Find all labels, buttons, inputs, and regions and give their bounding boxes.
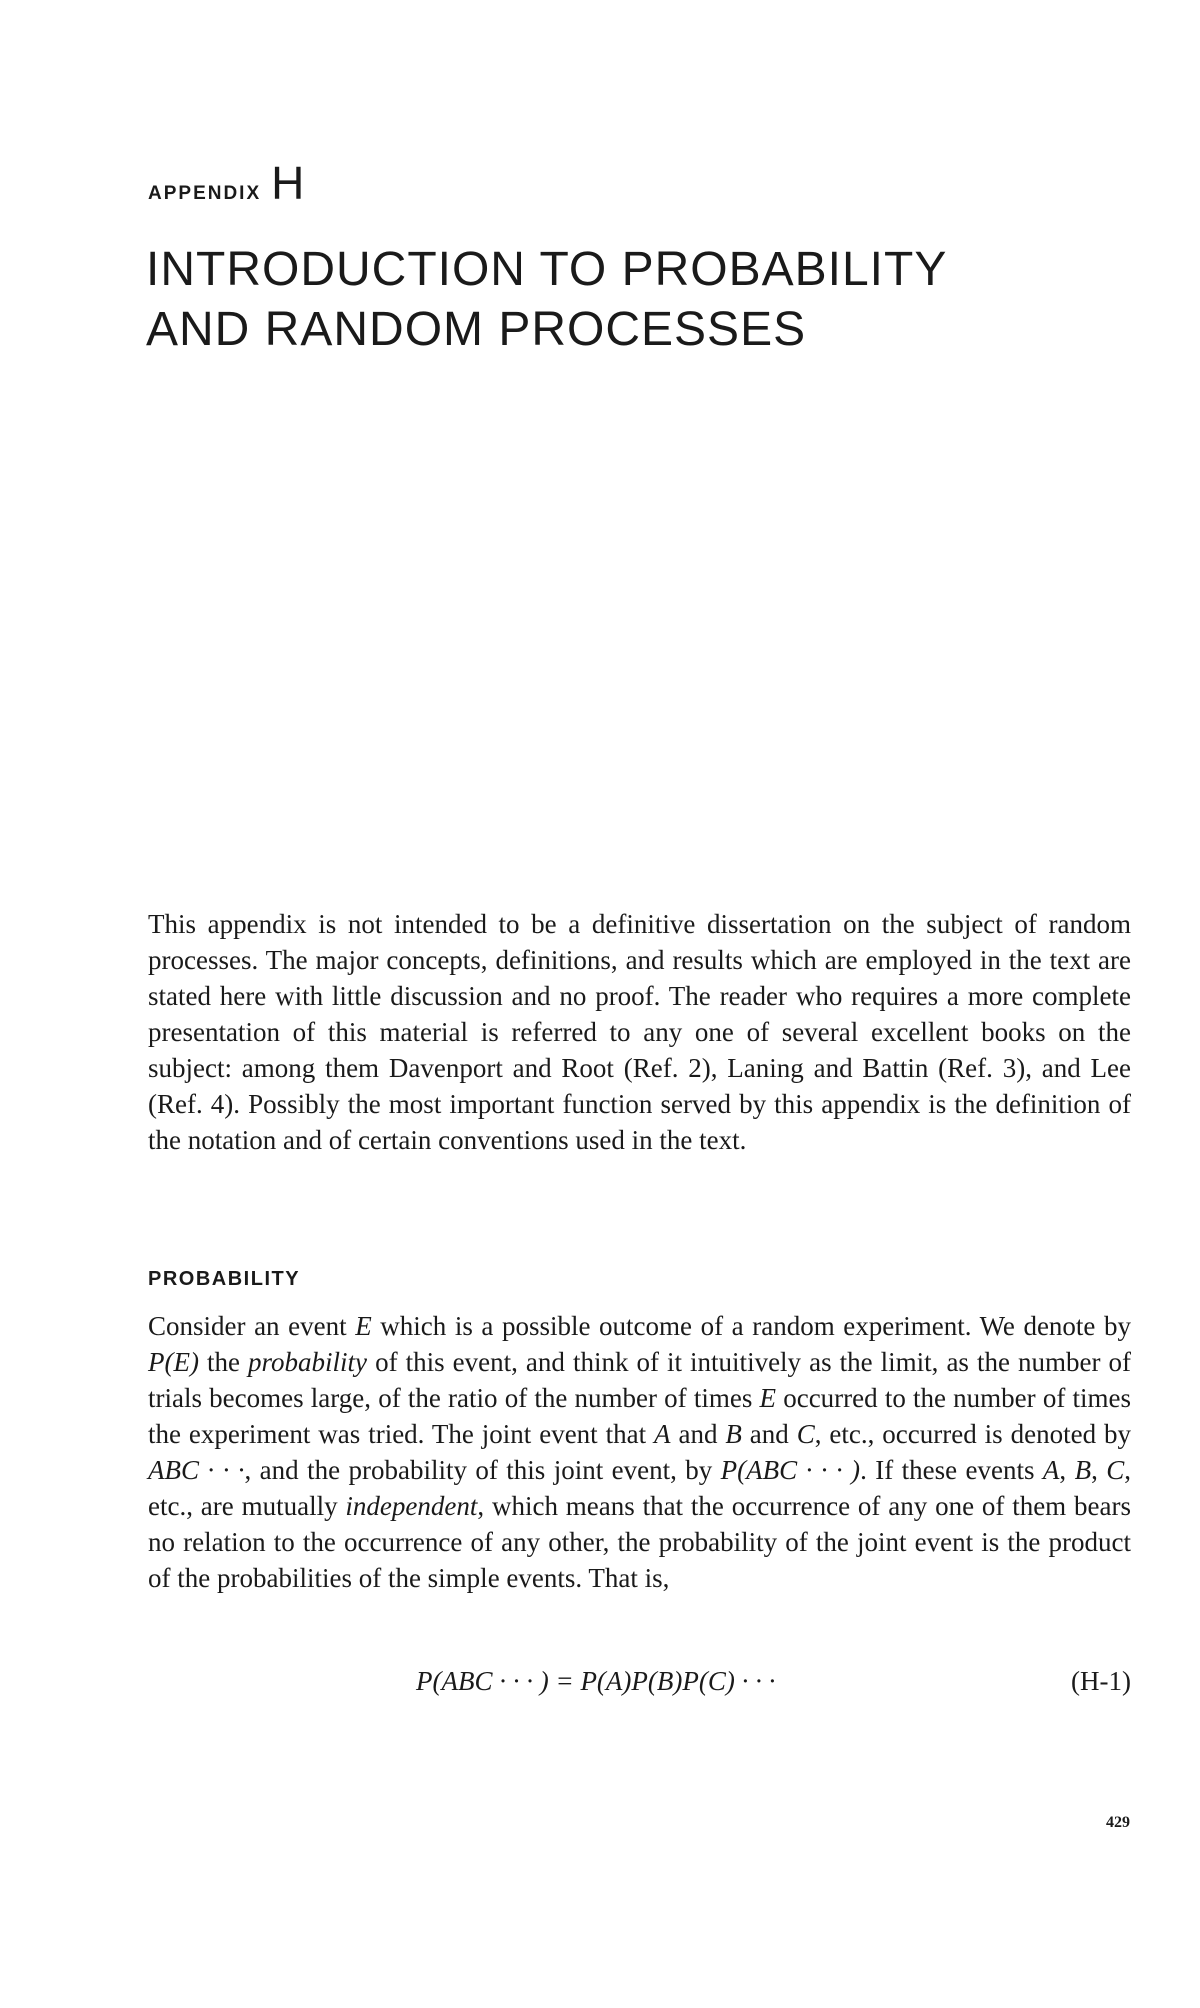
math-symbol: P(E) (148, 1347, 199, 1377)
text-run: , (1091, 1455, 1107, 1485)
page-number: 429 (1106, 1814, 1130, 1831)
text-run: . If these events (860, 1455, 1043, 1485)
text-run: which is a possible outcome of a random experiment. We denote by (371, 1311, 1131, 1341)
text-run: Consider an event (148, 1311, 356, 1341)
equation-expression: P(ABC · · · ) = P(A)P(B)P(C) · · · (416, 1666, 776, 1696)
section-heading-probability: PROBABILITY (148, 1268, 301, 1290)
appendix-label (148, 157, 305, 209)
equation-h1 (148, 1666, 1131, 1706)
math-symbol: B (1074, 1455, 1092, 1485)
text-run: occurred to the number of times the experiment was tried. The joint event that (148, 1383, 1131, 1449)
math-symbol: C (1106, 1455, 1125, 1485)
math-symbol: E (355, 1311, 372, 1341)
text-run: of this event, and think of it intuitively as the limit, as the number of trials becomes large, of the ratio of the number of times (148, 1347, 1131, 1413)
emphasis-term: probability (248, 1347, 368, 1377)
math-symbol: A (1042, 1455, 1060, 1485)
math-symbol: B (725, 1419, 742, 1449)
math-symbol: P(ABC · · · ) (720, 1455, 861, 1485)
chapter-title-line-2: AND RANDOM PROCESSES (146, 303, 807, 356)
emphasis-term: independent (345, 1491, 478, 1521)
intro-paragraph: This appendix is not intended to be a definitive dissertation on the subject of random processes. The major concepts, definitions, and results which are employed in the text are stated here with little discussion and no proof. The reader who requires a more complete presentation of this material is referred to any one of several excellent books on the subject: among them Davenport and Root (Ref. 2), Laning and Battin (Ref. 3), and Lee (Ref. 4). Possibly the most important function served by this appendix is the definition of the notation and of certain conventions used in the text. (148, 909, 1131, 1155)
text-run: , etc., are mutually (148, 1455, 1132, 1521)
text-run: , and the probability of this joint event, by (244, 1455, 721, 1485)
text-run: , which means that the occurrence of any one of them bears no relation to the occurrence of any other, the probability of the joint event is the product of the probabilities of the simple events. That is, (148, 1491, 1131, 1593)
text-run: and (670, 1419, 726, 1449)
math-symbol: E (759, 1383, 777, 1413)
math-symbol: A (654, 1419, 671, 1449)
chapter-title-line-1: INTRODUCTION TO PROBABILITY (146, 243, 948, 296)
text-run: , (1059, 1455, 1075, 1485)
text-run: and (741, 1419, 797, 1449)
math-symbol: ABC · · · (148, 1455, 245, 1485)
text-run: , etc., occurred is denoted by (814, 1419, 1132, 1449)
appendix-letter: H (271, 157, 305, 209)
appendix-word: APPENDIX (148, 183, 262, 204)
text-run: the (198, 1347, 249, 1377)
chapter-title (146, 240, 1066, 360)
probability-paragraph (148, 1308, 1131, 1596)
math-symbol: C (796, 1419, 815, 1449)
equation-number: (H-1) (1071, 1666, 1131, 1696)
